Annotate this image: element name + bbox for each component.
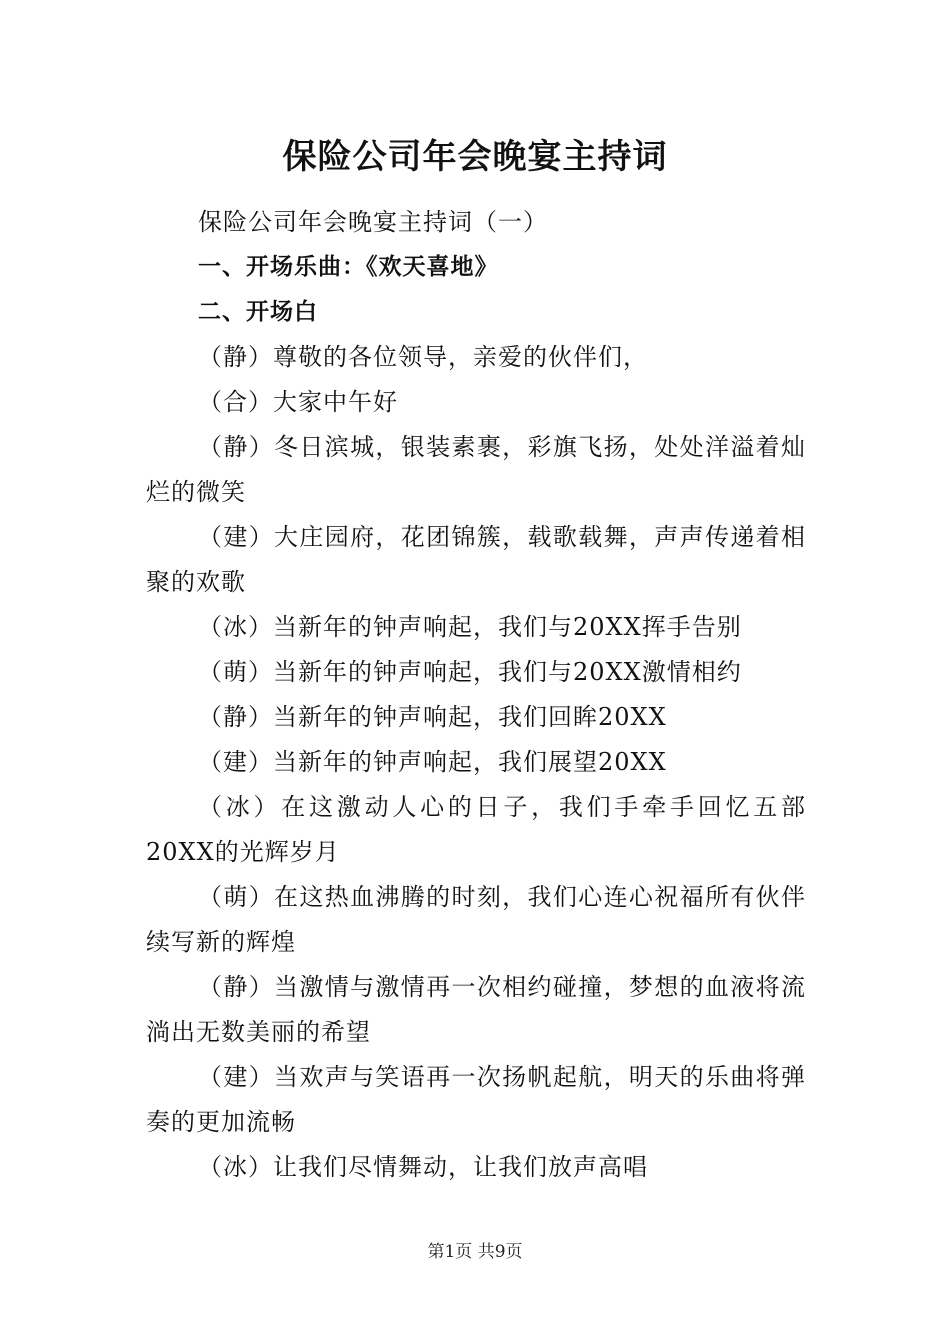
document-body	[146, 200, 806, 1190]
paragraph: （合）大家中午好	[198, 388, 398, 416]
paragraph: （静）冬日滨城，银装素裹，彩旗飞扬，处处洋溢着灿烂的微笑	[146, 433, 806, 506]
paragraph: （冰）让我们尽情舞动，让我们放声高唱	[198, 1153, 648, 1181]
section-heading-opening-music: 一、开场乐曲：《欢天喜地》	[198, 254, 499, 280]
subtitle-paragraph: 保险公司年会晚宴主持词（一）	[198, 208, 548, 236]
paragraph: （萌）在这热血沸腾的时刻，我们心连心祝福所有伙伴续写新的辉煌	[146, 883, 806, 956]
paragraph: （静）当激情与激情再一次相约碰撞，梦想的血液将流淌出无数美丽的希望	[146, 973, 806, 1046]
paragraph: （建）当欢声与笑语再一次扬帆起航，明天的乐曲将弹奏的更加流畅	[146, 1063, 806, 1136]
paragraph: （冰）在这激动人心的日子，我们手牵手回忆五部20XX的光辉岁月	[146, 793, 806, 866]
paragraph: （建）大庄园府，花团锦簇，载歌载舞，声声传递着相聚的欢歌	[146, 523, 806, 596]
section-heading-opening-remarks: 二、开场白	[198, 299, 318, 325]
paragraph: （建）当新年的钟声响起，我们展望20XX	[198, 748, 667, 776]
paragraph: （静）尊敬的各位领导，亲爱的伙伴们，	[198, 343, 648, 371]
paragraph: （静）当新年的钟声响起，我们回眸20XX	[198, 703, 667, 731]
paragraph: （萌）当新年的钟声响起，我们与20XX激情相约	[198, 658, 742, 686]
paragraph: （冰）当新年的钟声响起，我们与20XX挥手告别	[198, 613, 742, 641]
page-number-footer: 第1页 共9页	[427, 1242, 523, 1262]
document-title: 保险公司年会晚宴主持词	[282, 137, 668, 177]
